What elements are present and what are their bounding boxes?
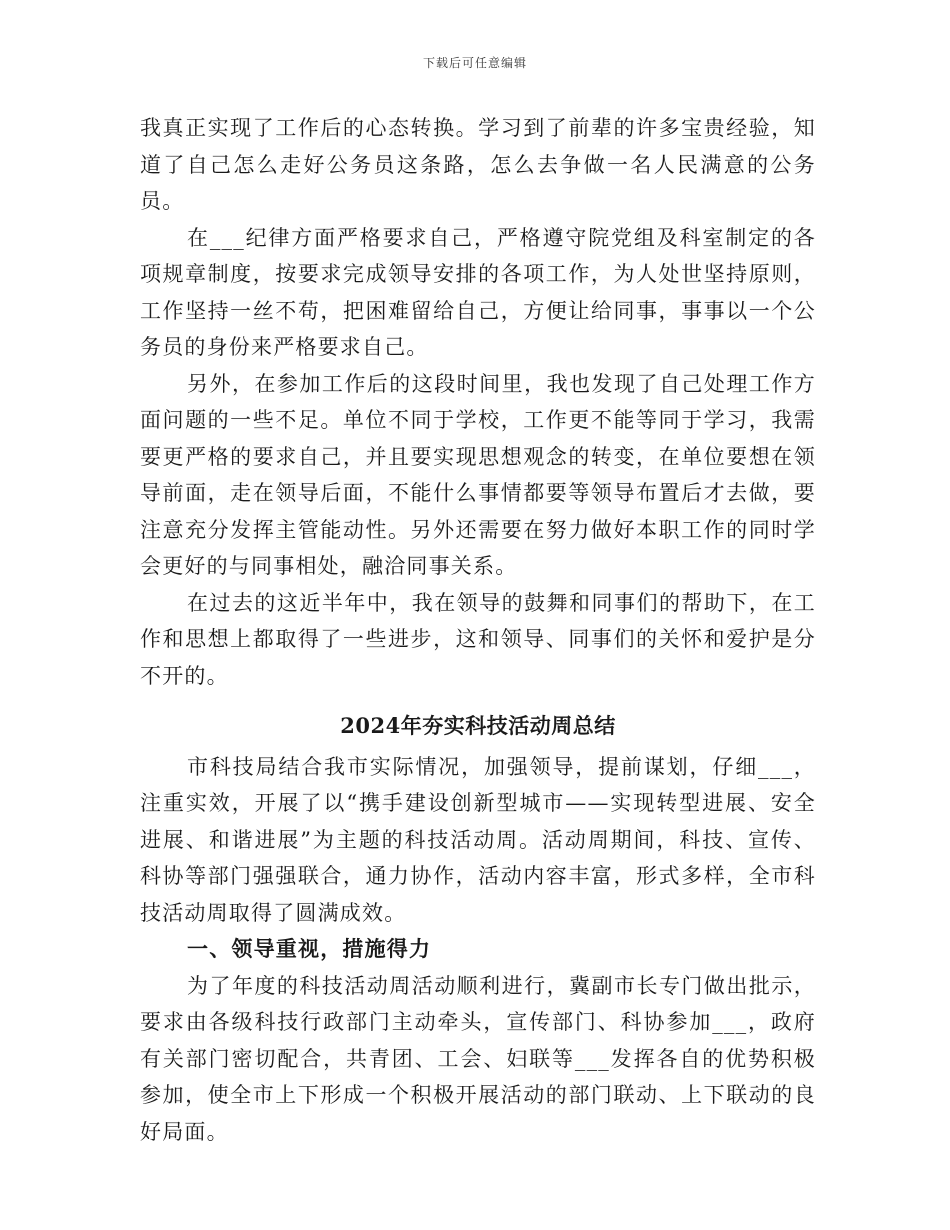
header-note: 下载后可任意编辑 bbox=[422, 56, 527, 70]
paragraph-shortcomings: 另外，在参加工作后的这段时间里，我也发现了自己处理工作方面问题的一些不足。单位不同于学校，工作更不能等同于学习，我需要更严格的要求自己，并且要实现思想观念的转变，在单位要想在领导前面，走在领导后面，不能什么事情都要等领导布置后才去做，要注意充分发挥主管能动性。另外还需要在努力做好本职工作的同时学会更好的与同事相处，融洽同事关系。 bbox=[140, 371, 816, 578]
paragraph-leadership: 为了年度的科技活动周活动顺利进行，冀副市长专门做出批示，要求由各级科技行政部门主动牵头，宣传部门、科协参加___，政府有关部门密切配合，共青团、工会、妇联等___发挥各自的优势积极参加，使全市上下形成一个积极开展活动的部门联动、上下联动的良好局面。 bbox=[140, 973, 816, 1144]
paragraph-discipline: 在___纪律方面严格要求自己，严格遵守院党组及科室制定的各项规章制度，按要求完成领导安排的各项工作，为人处世坚持原则，工作坚持一丝不苟，把困难留给自己，方便让给同事，事事以一个公务员的身份来严格要求自己。 bbox=[140, 225, 816, 359]
paragraph-intro: 市科技局结合我市实际情况，加强领导，提前谋划，仔细___，注重实效，开展了以“携手建设创新型城市——实现转型进展、安全进展、和谐进展”为主题的科技活动周。活动周期间，科技、宣传、科协等部门强强联合，通力协作，活动内容丰富，形式多样，全市科技活动周取得了圆满成效。 bbox=[140, 754, 816, 925]
subheading-leadership: 一、领导重视，措施得力 bbox=[187, 936, 432, 961]
section-title: 2024年夯实科技活动周总结 bbox=[340, 713, 616, 738]
paragraph-progress: 在过去的这近半年中，我在领导的鼓舞和同事们的帮助下，在工作和思想上都取得了一些进步，这和领导、同事们的关怀和爱护是分不开的。 bbox=[140, 590, 816, 688]
paragraph-continuation: 我真正实现了工作后的心态转换。学习到了前辈的许多宝贵经验，知道了自己怎么走好公务员这条路，怎么去争做一名人民满意的公务员。 bbox=[140, 116, 816, 213]
document-body bbox=[140, 110, 816, 1150]
